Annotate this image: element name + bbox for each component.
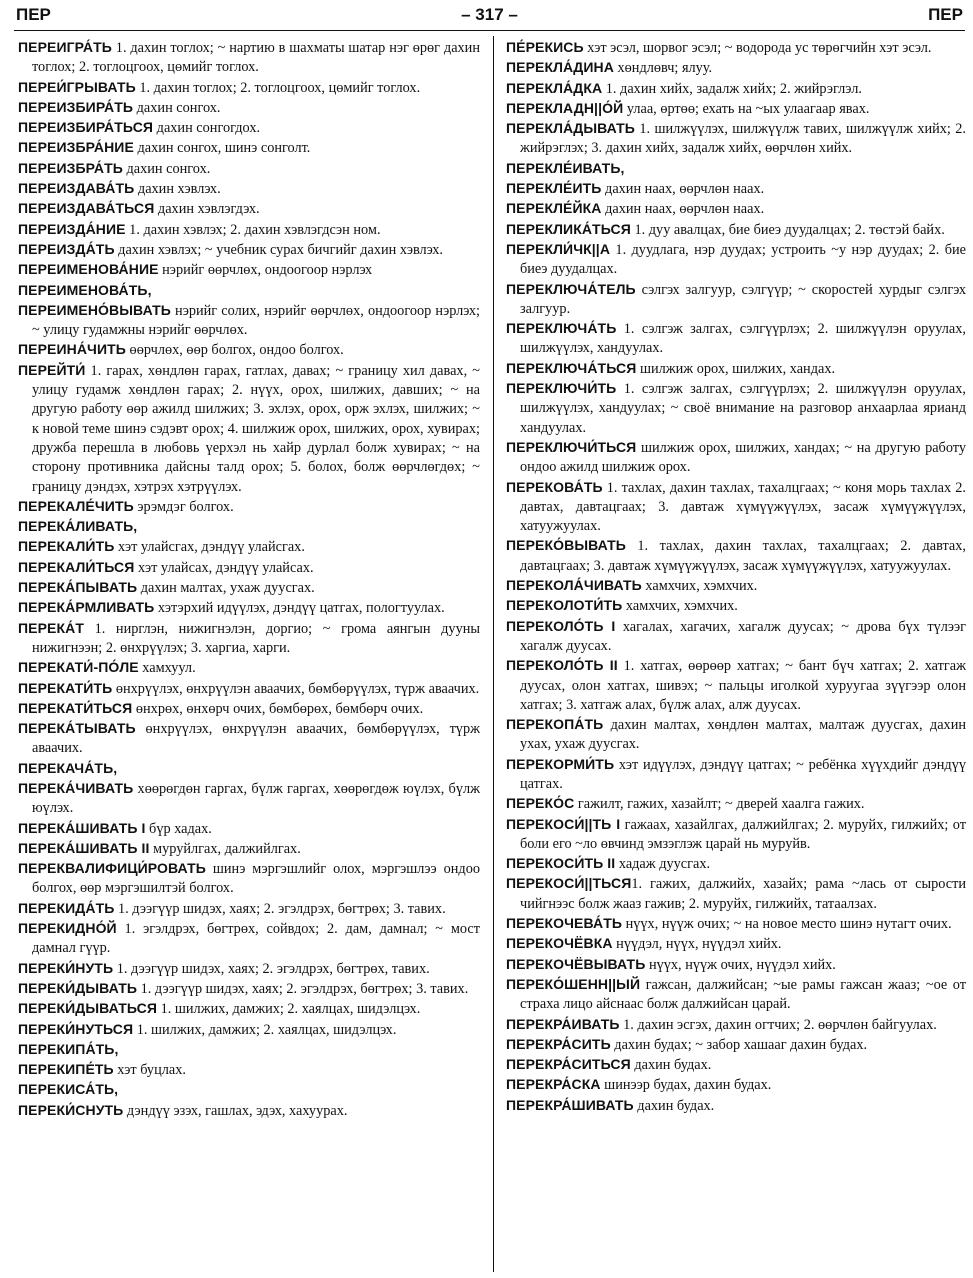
entry-definition: хэт улайсах, дэндүү улайсах. [134,559,314,576]
dictionary-entry [18,281,480,301]
dictionary-entry [506,438,966,478]
entry-definition: хадаж дуусгах. [615,856,711,873]
entry-headword: ПЕРЕИЗБРА́ТЬ [18,159,123,176]
entry-definition: 1. дахин тоглох; ~ нартию в шахматы шатар нэг өрөг дахин тоглох; 2. тоглоцгоох, цөмийг тоглох. [32,40,480,76]
dictionary-entry [18,558,480,578]
dictionary-entry [18,658,480,678]
entry-definition: хэт улайсгах, дэндүү улайсгах. [114,539,305,556]
entry-headword: ПЕРЕКИ́НУТЬ [18,959,114,976]
entry-definition: 1. шилжүүлэх, шилжүүлж тавих, шилжүүлж хийх; 2. жийрэглэх; 3. дахин хийх, задалж хийх, өөрчлөн хийх. [520,121,966,157]
dictionary-entry [506,617,966,657]
dictionary-entry [506,319,966,359]
entry-headword: ПЕРЕЙТИ́ [18,361,86,378]
entry-headword: ПЕРЕКОСИ́||ТЬСЯ [506,875,632,892]
dictionary-entry [18,959,480,979]
entry-definition: дахин сонгох. [133,99,221,116]
entry-definition: бүр хадах. [145,820,212,837]
entry-definition: дахин хэвлэх; ~ учебник сурах бичгийг дахин хэвлэх. [114,241,443,258]
dictionary-entry [506,1035,966,1055]
entry-definition: дахин сонгох, шинэ сонголт. [133,140,311,157]
entry-headword: ПЕРЕКЛЕ́ИТЬ [506,180,602,197]
dictionary-entry [506,379,966,438]
entry-headword: ПЕРЕКЛЮЧИ́ТЬ [506,380,617,397]
entry-definition: хамхчих, хэмхчих. [622,598,738,615]
entry-definition: 1. эгэлдрэх, бөгтрөх, сойвдох; 2. дам, дамнал; ~ мост дамнал гүүр. [32,921,480,957]
entry-definition: гажаах, хазайлгах, далжийлгах; 2. муруйх, гилжийх; от боли его ~ло өвчинд эмзэглэж царай нь муруйв. [520,816,967,852]
dictionary-entry [506,159,966,179]
entry-definition: шилжиж орох, шилжих, хандах. [636,360,836,377]
dictionary-entry [18,699,480,719]
dictionary-entry [18,78,480,98]
dictionary-entry [506,914,966,934]
dictionary-entry [506,58,966,78]
entry-headword: ПЕРЕКОСИ́||ТЬ I [506,815,621,832]
page-number: – 317 – [461,5,518,24]
entry-headword: ПЕРЕИНА́ЧИТЬ [18,341,126,358]
entry-definition: нэрийг солих, нэрийг өөрчлөх, ондоогоор нэрлэх; ~ улицу гудамжны нэрийг өөрчлөх. [32,302,480,339]
entry-headword: ПЕРЕИМЕНО́ВЫВАТЬ [18,301,171,318]
entry-definition: хэт эсэл, шорвог эсэл; ~ водорода ус төрөгчийн хэт эсэл. [583,40,932,56]
dictionary-entry [506,199,966,219]
entry-definition: өөрчлөх, өөр болгох, ондоо болгох. [125,342,344,359]
entry-headword: ПЕРЕКИ́СНУТЬ [18,1101,124,1118]
entry-headword: ПЕРЕКАЛЕ́ЧИТЬ [18,497,134,514]
entry-definition: 1. дээгүүр шидэх, хаях; 2. эгэлдрэх, бөгтрөх; 3. тавих. [114,900,446,917]
entry-headword: ПЕРЕИМЕНОВА́ТЬ, [18,281,152,298]
dictionary-entry [506,240,966,280]
dictionary-entry [18,899,480,919]
entry-headword: ПЕРЕКИ́НУТЬСЯ [18,1020,134,1037]
entry-definition: 1. тахлах, дахин тахлах, тахалцгаах; 2. давтах, давтацгаах; 3. давтаж хүмүүжүүлэх, засаж хүмүүжүүлэх, хатуужуулах. [520,538,966,574]
entry-headword: ПЕРЕИЗБИРА́ТЬ [18,98,134,115]
entry-headword: ПЕРЕКО́ВЫВАТЬ [506,537,626,554]
dictionary-entry [506,596,966,616]
entry-headword: ПЕРЕКИПА́ТЬ, [18,1040,119,1057]
dictionary-entry [506,934,966,954]
dictionary-entry [506,854,966,874]
dictionary-entry [506,99,966,119]
entry-definition: дэндүү эзэх, гашлах, эдэх, хахуурах. [123,1102,348,1119]
entry-definition: дахин хэвлэх. [134,181,221,198]
entry-definition: 1. дуудлага, нэр дуудах; устроить ~у нэр дуудах; 2. бие биеэ дуудалцах. [520,241,966,278]
entry-definition: 1. сэлгэж залгах, сэлгүүрлэх; 2. шилжүүлэн оруулах, шилжүүлэх, хандуулах. [520,321,966,357]
entry-headword: ПЕРЕКОПА́ТЬ [506,716,604,733]
entry-headword: ПЕРЕИЗБРА́НИЕ [18,139,134,156]
entry-definition: 1. тахлах, дахин тахлах, тахалцгаах; ~ коня морь тахлах 2. давтах, давтацгаах; 3. давтаж хүмүүжүүлэх, засаж хүмүүжүүлэх, хатуужуулах. [520,479,966,535]
dictionary-entry [506,715,966,755]
entry-headword: ПЕРЕКЛАДН||О́Й [506,99,624,116]
entry-headword: ПЕРЕКОЛО́ТЬ II [506,657,618,674]
entry-headword: ПЕРЕКИ́ДЫВАТЬ [18,979,138,996]
dictionary-entry [18,919,480,959]
dictionary-entry [18,361,480,497]
dictionary-entry [18,759,480,779]
entry-definition: дахин сонгогдох. [153,120,261,137]
entry-definition: 1. нирглэн, нижигнэлэн, доргио; ~ грома аянгын дууны нижигнээн; 2. өнхрүүлэх; 3. харгиа, харги. [32,620,480,656]
entry-definition: 1. дахин хэвлэх; 2. дахин хэвлэгдсэн ном. [125,221,381,238]
entry-headword: ПЕРЕКАТИ́ТЬ [18,679,113,696]
dictionary-entry [18,1060,480,1080]
page-header [16,2,963,28]
dictionary-entry [506,576,966,596]
dictionary-entry [18,220,480,240]
dictionary-entry [18,98,480,118]
entry-definition: 1. сэлгэж залгах, сэлгүүрлэх; 2. шилжүүлэн оруулах, шилжүүлэх, хандуулах; ~ своё внимание на разговор анхаарлаа ярианд хандуулах. [520,381,966,436]
entry-definition: шинээр будах, дахин будах. [600,1077,772,1094]
entry-headword: ПЕРЕКИ́ДЫВАТЬСЯ [18,1000,158,1017]
dictionary-entry [506,975,966,1015]
dictionary-entry [506,1096,966,1116]
dictionary-entry [506,79,966,99]
entry-headword: ПЕРЕИЗДА́НИЕ [18,220,126,237]
entry-definition: өнхрүүлэх, өнхрүүлэн аваачих, бөмбөрүүлэх, түрж аваачих. [32,721,480,757]
dictionary-entry [18,979,480,999]
dictionary-entry [18,1101,480,1121]
entry-definition: дахин хэвлэгдэх. [154,201,260,218]
entry-definition: 1. шилжих, дамжих; 2. хаялцах, шидэлцэх. [157,1001,421,1018]
entry-definition: дахин будах; ~ забор хашааг дахин будах. [610,1036,868,1053]
entry-headword: ПЕРЕКОРМИ́ТЬ [506,755,615,772]
dictionary-entry [18,497,480,517]
entry-definition: 1. дахин эсгэх, дахин огтчих; 2. өөрчлөн байгуулах. [619,1016,937,1033]
entry-headword: ПЕРЕКА́ШИВАТЬ II [18,839,150,856]
entry-headword: ПЕРЕКАЛИ́ТЬ [18,538,115,555]
dictionary-entry [18,38,480,78]
dictionary-entry [18,999,480,1019]
entry-definition: дахин наах, өөрчлөн наах. [601,181,765,198]
entry-headword: ПЕРЕКЛЕ́ИВАТЬ, [506,159,625,176]
entry-headword: ПЕРЕИЗДАВА́ТЬ [18,180,135,197]
entry-definition: дахин малтах, ухаж дуусгах. [137,580,315,597]
entry-definition: шилжиж орох, шилжих, хандах; ~ на другую работу ондоо ажилд шилжиж орох. [520,439,966,476]
dictionary-entry [18,859,480,899]
entry-headword: ПЕРЕКЛЮЧА́ТЬ [506,320,617,337]
entry-definition: хөндлөвч; ялуу. [613,60,713,77]
dictionary-entry [18,1020,480,1040]
entry-headword: ПЕРЕКОЛО́ТЬ I [506,617,616,634]
entry-definition: хэт идүүлэх, дэндүү цатгах; ~ ребёнка хүүхдийг дэндүү цатгах. [520,756,966,792]
dictionary-entry [18,719,480,759]
entry-headword: ПЕРЕКО́ШЕНН||ЫЙ [506,975,641,992]
dictionary-entry [506,755,966,795]
dictionary-entry [506,1055,966,1075]
entry-headword: ПЕРЕКОЛА́ЧИВАТЬ [506,577,642,594]
entry-definition: 1. хатгах, өөрөөр хатгах; ~ бант бүч хатгах; 2. хатгаж дуусах, олон хатгах, шивэх; ~ пальцы иголкой хуруугаа зүүгээр олон хатгах; 3. хатгаж алах, бүлж алах, алж дуусах. [520,658,966,713]
header-right-guide: ПЕР [928,5,963,24]
entry-headword: ПЕРЕКОСИ́ТЬ II [506,855,616,872]
entry-definition: 1. дээгүүр шидэх, хаях; 2. эгэлдрэх, бөгтрөх, тавих. [113,960,430,977]
dictionary-entry [18,138,480,158]
entry-definition: нүүх, нүүж очих; ~ на новое место шинэ нутагт очих. [622,916,952,933]
entry-definition: эрэмдэг болгох. [133,498,234,515]
entry-headword: ПЕРЕКА́ШИВАТЬ I [18,819,146,836]
dictionary-entry [506,38,966,58]
entry-headword: ПЕРЕКАТИ́ТЬСЯ [18,699,133,716]
entry-headword: ПЕРЕКА́ЧИВАТЬ [18,779,134,796]
entry-definition: 1. дуу авалцах, бие биеэ дуудалцах; 2. төстэй байх. [630,221,945,238]
dictionary-entry [506,874,966,914]
entry-headword: ПЕРЕКРА́СКА [506,1076,601,1093]
header-rule [14,30,965,31]
entry-definition: 1. шилжих, дамжих; 2. хаялцах, шидэлцэх. [133,1021,397,1038]
entry-definition: улаа, өртөө; ехать на ~ых улаагаар явах. [623,100,870,117]
entry-headword: ПЕРЕИГРА́ТЬ [18,39,112,55]
dictionary-entry [18,199,480,219]
entry-definition: 1. дахин хийх, задалж хийх; 2. жийрэглэл. [602,80,862,97]
entry-headword: ПЕРЕКРА́СИТЬСЯ [506,1056,631,1073]
entry-headword: ПЕРЕКРА́ШИВАТЬ [506,1096,634,1113]
entry-definition: өнхрүүлэх, өнхрүүлэн аваачих, бөмбөрүүлэх, түрж аваачих. [112,680,480,697]
entry-headword: ПЕРЕКОЧЁВЫВАТЬ [506,955,646,972]
entry-headword: ПЕРЕКИСА́ТЬ, [18,1081,119,1098]
dictionary-entry [18,240,480,260]
entry-definition: дахин малтах, хөндлөн малтах, малтаж дуусгах, дахин ухах, ухаж дуусгах. [520,717,966,753]
dictionary-entry [18,779,480,819]
entry-headword: ПЕРЕКЛИ́ЧК||А [506,240,611,257]
entry-definition: хагалах, хагачих, хагалж дуусах; ~ дрова бүх түлээг хагалж дуусах. [520,618,967,654]
entry-definition: 1. гажих, далжийх, хазайх; рама ~лась от сырости чийгнээс болж жааз гажив; 2. муруйх, гилжийх, татаалзах. [520,876,966,912]
dictionary-entry [506,656,966,715]
entry-headword: ПЕРЕКРА́ИВАТЬ [506,1015,620,1032]
dictionary-entry [18,179,480,199]
entry-headword: ПЕРЕИ́ГРЫВАТЬ [18,78,136,95]
entry-headword: ПЕРЕКА́Т [18,619,84,636]
entry-headword: ПЕРЕИЗДА́ТЬ [18,240,115,257]
entry-definition: хэтэрхий идүүлэх, дэндүү цатгах, пологтуулах. [154,600,445,617]
dictionary-entry [18,598,480,618]
entry-definition: дахин будах. [633,1097,715,1114]
entry-headword: ПЕРЕКО́С [506,795,575,812]
entry-headword: ПЕРЕКОЧЕВА́ТЬ [506,915,623,932]
right-column [506,38,966,1116]
dictionary-entry [506,179,966,199]
left-column [18,38,480,1121]
entry-headword: ПЕРЕКА́ТЫВАТЬ [18,720,136,737]
dictionary-entry [18,517,480,537]
entry-headword: ПЕРЕКА́РМЛИВАТЬ [18,599,155,616]
dictionary-entry [18,537,480,557]
entry-headword: ПЕРЕКРА́СИТЬ [506,1035,611,1052]
entry-definition: сэлгэх залгуур, сэлгүүр; ~ скоростей хурдыг сэлгэх залгуур. [520,281,966,317]
dictionary-entry [18,1080,480,1100]
entry-definition: дахин наах, өөрчлөн наах. [601,201,765,218]
entry-headword: ПЕРЕКОВА́ТЬ [506,478,603,495]
entry-headword: ПЕРЕКА́ЛИВАТЬ, [18,518,138,535]
dictionary-entry [506,280,966,320]
entry-definition: гажсан, далжийсан; ~ые рамы гажсан жааз; ~ое от страха лицо айснаас болж далжийсан царай. [520,976,966,1013]
dictionary-entry [18,118,480,138]
entry-definition: хөөрөгдөн гаргах, бүлж гаргах, хөөрөгдөж юүлэх, бүлж юүлэх. [32,780,480,817]
entry-headword: ПЕРЕКЛИКА́ТЬСЯ [506,220,631,237]
header-left-guide: ПЕР [16,5,51,24]
entry-headword: ПЕРЕКЛЕ́ЙКА [506,200,602,217]
entry-definition: шинэ мэргэшлийг олох, мэргэшлээ ондоо болгох, өөр мэргэшилтэй болгох. [32,861,480,897]
dictionary-entry [506,955,966,975]
entry-definition: хамхуул. [138,660,196,677]
dictionary-entry [506,220,966,240]
entry-headword: ПЕРЕКИДНО́Й [18,920,117,937]
entry-definition: өнхрөх, өнхөрч очих, бөмбөрөх, бөмбөрч очих. [132,700,424,717]
entry-headword: ПЕРЕКАТИ́-ПО́ЛЕ [18,659,139,676]
entry-definition: нүүх, нүүж очих, нүүдэл хийх. [645,956,836,973]
entry-headword: ПЕРЕИЗБИРА́ТЬСЯ [18,119,154,136]
entry-headword: ПЕРЕКАЛИ́ТЬСЯ [18,558,135,575]
dictionary-entry [506,1015,966,1035]
entry-definition: нэрийг өөрчлөх, ондоогоор нэрлэх [158,262,373,279]
dictionary-entry [18,301,480,341]
dictionary-entry [18,679,480,699]
dictionary-entry [18,619,480,659]
dictionary-entry [18,260,480,280]
dictionary-entry [18,340,480,360]
dictionary-entry [506,1075,966,1095]
entry-headword: ПЕРЕКИПЕ́ТЬ [18,1061,114,1078]
entry-headword: ПЕРЕКИДА́ТЬ [18,899,115,916]
entry-headword: ПЕРЕКЛЮЧА́ТЕЛЬ [506,280,636,297]
entry-definition: гажилт, гажих, хазайлт; ~ дверей хаалга гажих. [574,796,865,813]
entry-definition: хамхчих, хэмхчих. [641,578,758,595]
column-divider [493,36,494,1272]
dictionary-entry [18,159,480,179]
dictionary-entry [506,478,966,537]
entry-headword: ПЕРЕКЛА́ДКА [506,79,603,96]
dictionary-entry [18,578,480,598]
entry-definition: 1. гарах, хөндлөн гарах, гатлах, давах; ~ границу хил давах, ~ улицу гудамж хөндлөн гарах; 2. нүүх, орох, шилжих, давших; ~ на другую работу өөр ажилд шилжих; 3. эхлэх, орох, орж эхлэх, шилжих; ~ к новой теме шинэ сэдэвт орох; 4. шилжиж орох, шилжих, орох, хувирах; дружба перешла в любовь үерхэл нь хайр дурлал болж хувирах; ~ на сторону противника дайсны талд орох; 5. болох, болж өөрчлөгдөх; ~ границу дэндэх, хэтрэх хэтрүүлэх. [32,362,480,495]
entry-headword: ПЕРЕКЛЮЧИ́ТЬСЯ [506,438,637,455]
entry-headword: ПЕРЕКОЧЁВКА [506,935,613,952]
dictionary-entry [506,119,966,159]
entry-headword: ПЕРЕКЛЮЧА́ТЬСЯ [506,359,637,376]
dictionary-entry [18,1040,480,1060]
dictionary-entry [18,819,480,839]
entry-definition: 1. дээгүүр шидэх, хаях; 2. эгэлдрэх, бөгтрөх; 3. тавих. [137,980,469,997]
entry-headword: ПЕРЕКОЛОТИ́ТЬ [506,597,623,614]
entry-definition: дахин сонгох. [122,160,211,177]
entry-headword: ПЕРЕКВАЛИФИЦИ́РОВАТЬ [18,860,206,877]
entry-headword: ПЕРЕИЗДАВА́ТЬСЯ [18,200,155,217]
entry-definition: муруйлгах, далжийлгах. [149,840,301,857]
dictionary-entry [506,815,966,855]
entry-headword: ПЕ́РЕКИСЬ [506,39,584,55]
dictionary-entry [506,359,966,379]
entry-definition: 1. дахин тоглох; 2. тоглоцгоох, цөмийг тоглох. [135,79,421,96]
dictionary-entry [506,794,966,814]
entry-definition: нүүдэл, нүүх, нүүдэл хийх. [612,936,782,953]
entry-definition: хэт буцлах. [113,1062,186,1079]
entry-headword: ПЕРЕКА́ПЫВАТЬ [18,579,138,596]
entry-headword: ПЕРЕКЛА́ДИНА [506,59,614,76]
dictionary-entry [18,839,480,859]
entry-headword: ПЕРЕИМЕНОВА́НИЕ [18,261,159,278]
entry-definition: дахин будах. [630,1057,712,1074]
dictionary-entry [506,536,966,576]
entry-headword: ПЕРЕКЛА́ДЫВАТЬ [506,120,635,137]
entry-headword: ПЕРЕКАЧА́ТЬ, [18,759,118,776]
